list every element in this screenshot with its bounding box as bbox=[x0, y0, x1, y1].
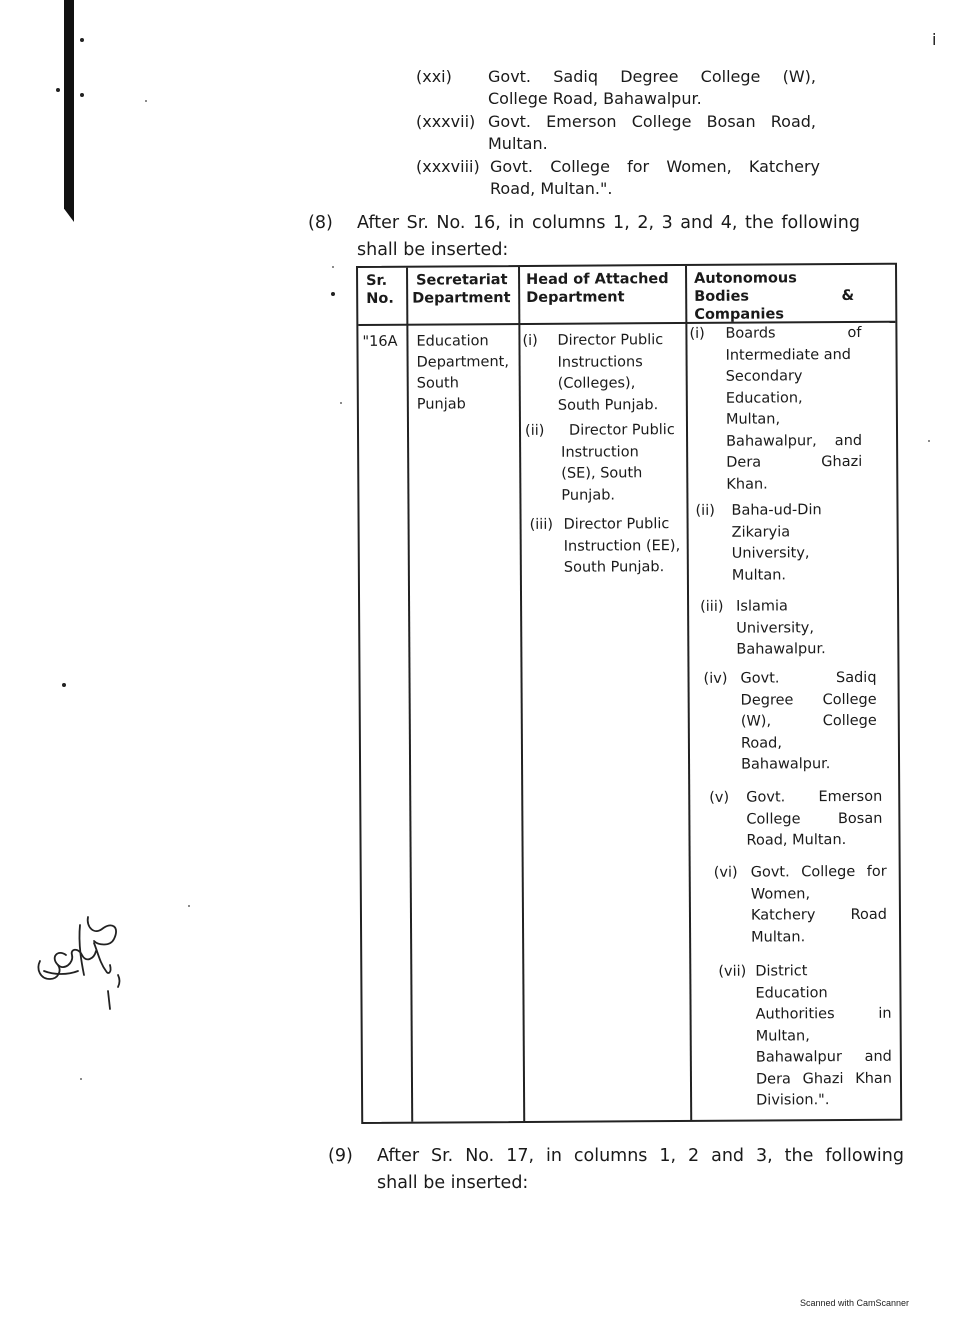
list-item-text: College Road, Bahawalpur. bbox=[488, 89, 702, 108]
list-item-text: Govt. Sadiq Degree College (W), bbox=[488, 67, 816, 86]
attached-entry bbox=[522, 330, 682, 414]
entry-number: (i) bbox=[689, 325, 705, 342]
entry-line: Dera Ghazi bbox=[726, 453, 863, 471]
scan-speck bbox=[340, 402, 342, 404]
autonomous-entry bbox=[713, 862, 890, 946]
column-divider bbox=[406, 268, 413, 1122]
scan-speck bbox=[332, 266, 334, 268]
entry-line: University, bbox=[731, 545, 810, 562]
scan-speck bbox=[56, 88, 60, 92]
list-item-number: (xxxviii) bbox=[416, 157, 480, 176]
header-text: Bodies bbox=[694, 288, 750, 305]
entry-line: (SE), South bbox=[561, 465, 643, 482]
paragraph-text: After Sr. No. 16, in columns 1, 2, 3 and 4, the following bbox=[357, 213, 860, 233]
entry-line: Road, Multan. bbox=[746, 832, 847, 849]
entry-number: (vii) bbox=[718, 963, 747, 980]
paragraph-text: shall be inserted: bbox=[357, 240, 509, 260]
header-text: No. bbox=[366, 290, 394, 307]
scan-speck bbox=[80, 38, 84, 42]
list-item-number: (xxi) bbox=[416, 67, 452, 86]
page-mark: i bbox=[932, 30, 937, 49]
list-item-text: Govt. College for Women, Katchery bbox=[490, 157, 820, 176]
entry-line: Instruction (EE), bbox=[563, 537, 681, 555]
header-text: Sr. bbox=[366, 272, 388, 289]
header-text: Secretariat bbox=[416, 272, 508, 289]
paragraph-number: (8) bbox=[308, 213, 333, 233]
cell-line: South bbox=[416, 375, 459, 392]
entry-number: (iii) bbox=[529, 516, 554, 533]
entry-line: Road, bbox=[740, 734, 782, 752]
entry-line: Degree College bbox=[740, 691, 877, 709]
autonomous-entry bbox=[709, 787, 885, 849]
entry-line: Education, bbox=[725, 389, 803, 407]
header-sr-no bbox=[366, 272, 402, 308]
scan-speck bbox=[928, 440, 930, 442]
entry-line: Intermediate and bbox=[725, 346, 852, 364]
entry-line: South Punjab. bbox=[563, 559, 665, 576]
list-item-text: Road, Multan.". bbox=[490, 179, 613, 198]
header-autonomous bbox=[694, 269, 854, 324]
entry-line: Bahawalpur, and bbox=[726, 432, 863, 450]
entry-line: Boards of bbox=[725, 324, 862, 342]
column-divider bbox=[685, 266, 692, 1120]
list-item-text: Govt. Emerson College Bosan Road, bbox=[488, 112, 816, 131]
scan-speck bbox=[188, 905, 190, 907]
entry-line: College Bosan bbox=[746, 810, 883, 828]
autonomous-entry bbox=[700, 596, 868, 658]
entry-number: (i) bbox=[522, 332, 538, 349]
entry-line: Multan. bbox=[731, 566, 787, 584]
scan-edge-bar bbox=[64, 0, 74, 222]
entry-line: Dera Ghazi Khan bbox=[755, 1070, 893, 1088]
scan-speck bbox=[80, 93, 84, 97]
header-text: Head of Attached bbox=[526, 271, 669, 288]
entry-number: (ii) bbox=[524, 422, 545, 439]
entry-line: Multan, bbox=[725, 411, 781, 428]
entry-line: Govt. Emerson bbox=[746, 788, 883, 806]
autonomous-entry bbox=[703, 668, 879, 773]
scan-speck bbox=[145, 100, 147, 102]
entry-line: Khan. bbox=[726, 475, 768, 493]
attached-entry bbox=[524, 420, 685, 504]
cell-line: Education bbox=[416, 333, 489, 350]
entry-number: (ii) bbox=[695, 502, 715, 519]
list-item-text: Multan. bbox=[488, 134, 548, 153]
secretariat-dept bbox=[416, 331, 517, 416]
entry-number: (iii) bbox=[700, 598, 724, 615]
sr-no-value: "16A bbox=[362, 333, 398, 350]
cell-line: Department, bbox=[416, 354, 509, 371]
entry-line: Punjab. bbox=[561, 486, 616, 504]
scan-speck bbox=[80, 1078, 82, 1080]
entry-line: Islamia bbox=[736, 598, 788, 615]
entry-line: (Colleges), bbox=[557, 375, 636, 392]
schedule-table bbox=[356, 263, 902, 1124]
entry-line: Baha-ud-Din bbox=[731, 502, 822, 519]
handwritten-signature bbox=[28, 905, 128, 1015]
entry-line: Instruction bbox=[561, 443, 639, 461]
entry-line: Bahawalpur and bbox=[755, 1048, 892, 1066]
entry-line: Bahawalpur. bbox=[741, 756, 831, 773]
autonomous-entry bbox=[695, 500, 863, 584]
header-head-attached bbox=[526, 270, 682, 307]
entry-number: (iv) bbox=[703, 670, 728, 687]
header-text: Autonomous bbox=[694, 270, 797, 287]
entry-line: District bbox=[755, 963, 808, 980]
entry-line: Secondary bbox=[725, 368, 803, 385]
entry-line: Zikaryia bbox=[731, 523, 791, 541]
entry-line: Division.". bbox=[756, 1092, 830, 1109]
header-text: Department bbox=[412, 290, 511, 307]
entry-line: South Punjab. bbox=[557, 396, 659, 414]
entry-line: Women, bbox=[750, 885, 811, 903]
header-text: Department bbox=[526, 289, 625, 306]
entry-line: Director Public bbox=[557, 332, 664, 349]
scan-speck bbox=[331, 292, 335, 296]
entry-number: (v) bbox=[709, 789, 730, 806]
header-secretariat bbox=[412, 271, 516, 308]
entry-line: Director Public bbox=[568, 422, 675, 439]
list-item-number: (xxxvii) bbox=[416, 112, 476, 131]
entry-line: Authorities in bbox=[755, 1005, 892, 1023]
paragraph-number: (9) bbox=[328, 1146, 353, 1166]
header-text: & bbox=[841, 287, 855, 305]
header-text: Companies bbox=[694, 306, 784, 323]
entry-line: Multan, bbox=[755, 1027, 810, 1045]
entry-line: Multan. bbox=[751, 928, 806, 946]
entry-number: (vi) bbox=[713, 864, 738, 881]
cell-line: Punjab bbox=[416, 396, 466, 413]
entry-line: Education bbox=[755, 984, 828, 1002]
column-divider bbox=[518, 267, 525, 1121]
entry-line: Govt. Sadiq bbox=[740, 669, 877, 687]
entry-line: Bahawalpur. bbox=[736, 641, 826, 658]
paragraph-text: After Sr. No. 17, in columns 1, 2 and 3, the following bbox=[377, 1146, 904, 1166]
scanner-watermark: Scanned with CamScanner bbox=[800, 1298, 910, 1308]
entry-line: Director Public bbox=[563, 516, 670, 533]
scan-speck bbox=[62, 683, 66, 687]
entry-line: (W), College bbox=[740, 712, 877, 730]
attached-entry bbox=[529, 514, 690, 576]
entry-line: University, bbox=[736, 619, 815, 637]
autonomous-entry bbox=[718, 961, 896, 1109]
entry-line: Katchery Road bbox=[750, 906, 888, 924]
entry-line: Govt. College for bbox=[750, 863, 887, 881]
paragraph-text: shall be inserted: bbox=[377, 1173, 529, 1193]
entry-line: Instructions bbox=[557, 353, 643, 371]
